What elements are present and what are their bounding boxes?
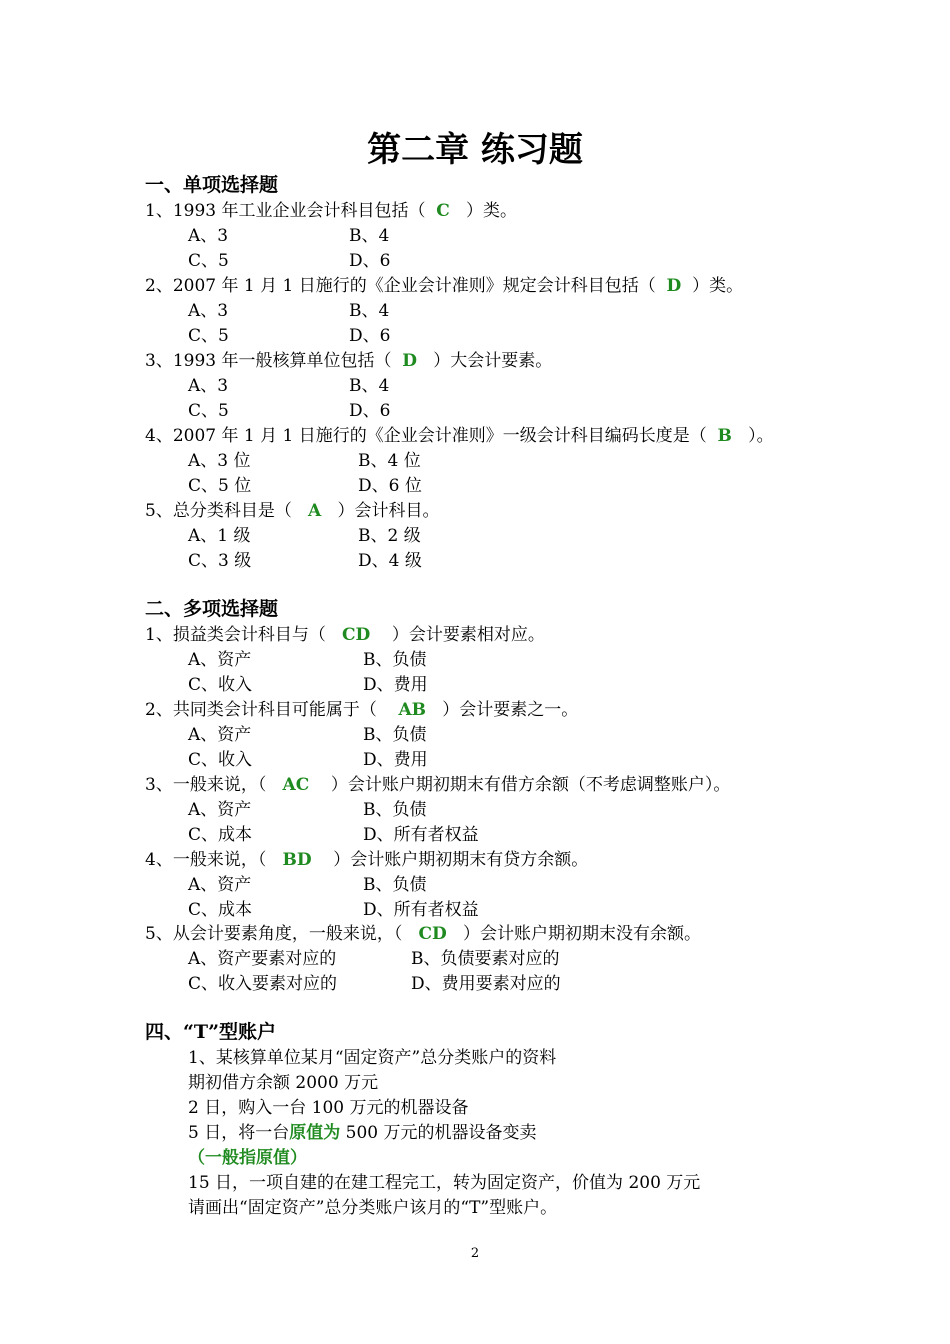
problem-line: 请画出“固定资产”总分类账户该月的“T”型账户。 — [188, 1198, 558, 1218]
option-c: C、3 级 — [188, 551, 252, 571]
section-heading-multiple-choice: 二、多项选择题 — [145, 598, 279, 620]
option-c: C、收入要素对应的 — [188, 974, 338, 994]
option-b: B、负债 — [363, 875, 427, 895]
answer: B — [717, 426, 732, 446]
option-b: B、4 位 — [358, 451, 421, 471]
question-1-1: 1、1993 年工业企业会计科目包括（ C ）类。 — [145, 201, 518, 221]
answer: D — [666, 276, 682, 296]
problem-line: 5 日，将一台原值为 500 万元的机器设备变卖 — [188, 1123, 537, 1143]
question-1-4: 4、2007 年 1 月 1 日施行的《企业会计准则》一级会计科目编码长度是（ B ）。 — [145, 426, 774, 446]
option-b: B、2 级 — [358, 526, 421, 546]
option-b: B、4 — [349, 301, 390, 321]
option-a: A、资产 — [188, 800, 252, 820]
option-a: A、1 级 — [188, 526, 251, 546]
option-b: B、负债要素对应的 — [411, 949, 560, 969]
answer: BD — [282, 850, 312, 870]
option-d: D、费用要素对应的 — [411, 974, 561, 994]
option-c: C、5 — [188, 401, 229, 421]
option-d: D、6 — [349, 401, 391, 421]
question-2-5: 5、从会计要素角度，一般来说，（ CD ）会计账户期初期末没有余额。 — [145, 924, 702, 944]
highlight-original-value: 原值为 — [289, 1123, 341, 1143]
option-a: A、3 — [188, 226, 229, 246]
question-1-3: 3、1993 年一般核算单位包括（ D ）大会计要素。 — [145, 351, 553, 371]
option-d: D、所有者权益 — [363, 900, 479, 920]
option-a: A、3 — [188, 301, 229, 321]
answer: C — [436, 201, 450, 221]
section-heading-t-account: 四、“T”型账户 — [145, 1021, 276, 1043]
question-2-3: 3、一般来说，（ AC ）会计账户期初期末有借方余额（不考虑调整账户）。 — [145, 775, 731, 795]
option-c: C、成本 — [188, 900, 253, 920]
option-a: A、3 — [188, 376, 229, 396]
answer: AC — [282, 775, 310, 795]
option-c: C、收入 — [188, 750, 253, 770]
page-title: 第二章 练习题 — [367, 130, 583, 170]
option-d: D、6 — [349, 251, 391, 271]
option-b: B、4 — [349, 226, 390, 246]
page-number: 2 — [470, 1246, 480, 1261]
option-a: A、资产要素对应的 — [188, 949, 337, 969]
question-2-1: 1、损益类会计科目与（ CD ）会计要素相对应。 — [145, 625, 545, 645]
option-c: C、5 位 — [188, 476, 252, 496]
option-d: D、所有者权益 — [363, 825, 479, 845]
answer: D — [402, 351, 418, 371]
question-2-2: 2、共同类会计科目可能属于（ AB ）会计要素之一。 — [145, 700, 579, 720]
option-d: D、6 位 — [358, 476, 422, 496]
option-d: D、费用 — [363, 675, 428, 695]
problem-line: 期初借方余额 2000 万元 — [188, 1073, 379, 1093]
option-c: C、成本 — [188, 825, 253, 845]
option-a: A、3 位 — [188, 451, 251, 471]
option-c: C、收入 — [188, 675, 253, 695]
problem-line: 15 日，一项自建的在建工程完工，转为固定资产，价值为 200 万元 — [188, 1173, 701, 1193]
option-a: A、资产 — [188, 725, 252, 745]
option-d: D、费用 — [363, 750, 428, 770]
problem-line: 1、某核算单位某月“固定资产”总分类账户的资料 — [188, 1048, 557, 1068]
option-b: B、负债 — [363, 650, 427, 670]
answer: AB — [398, 700, 426, 720]
problem-line: 2 日，购入一台 100 万元的机器设备 — [188, 1098, 469, 1118]
option-c: C、5 — [188, 251, 229, 271]
answer: CD — [342, 625, 371, 645]
note-original-value: （一般指原值） — [188, 1148, 307, 1168]
question-1-2: 2、2007 年 1 月 1 日施行的《企业会计准则》规定会计科目包括（ D ）类。 — [145, 276, 744, 296]
question-2-4: 4、一般来说，（ BD ）会计账户期初期末有贷方余额。 — [145, 850, 589, 870]
option-d: D、6 — [349, 326, 391, 346]
option-b: B、负债 — [363, 800, 427, 820]
question-1-5: 5、总分类科目是（ A ）会计科目。 — [145, 501, 440, 521]
option-a: A、资产 — [188, 650, 252, 670]
option-a: A、资产 — [188, 875, 252, 895]
answer: A — [308, 501, 322, 521]
answer: CD — [418, 924, 447, 944]
section-heading-single-choice: 一、单项选择题 — [145, 174, 279, 196]
option-c: C、5 — [188, 326, 229, 346]
option-d: D、4 级 — [358, 551, 422, 571]
option-b: B、负债 — [363, 725, 427, 745]
option-b: B、4 — [349, 376, 390, 396]
